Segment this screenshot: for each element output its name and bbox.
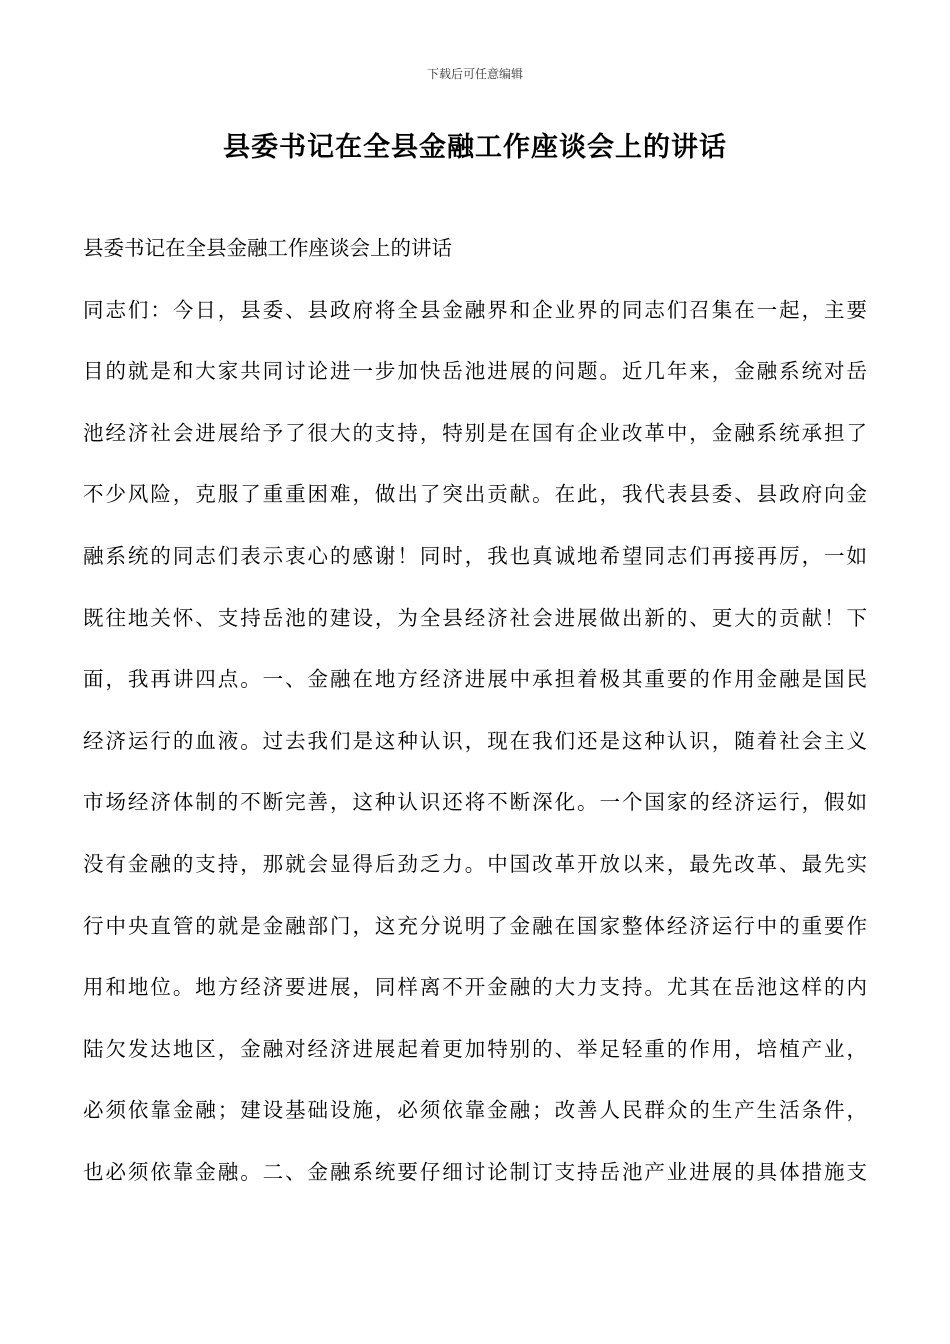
document-body bbox=[83, 218, 867, 1204]
body-line: 没有金融的支持，那就会显得后劲乏力。中国改革开放以来，最先改革、最先实 bbox=[83, 851, 867, 876]
body-line: 池经济社会进展给予了很大的支持，特别是在国有企业改革中，金融系统承担了 bbox=[83, 420, 867, 445]
body-line: 也必须依靠金融。二、金融系统要仔细讨论制订支持岳池产业进展的具体措施支 bbox=[83, 1159, 867, 1184]
body-line: 同志们：今日，县委、县政府将全县金融界和企业界的同志们召集在一起，主要 bbox=[83, 297, 867, 322]
body-line: 市场经济体制的不断完善，这种认识还将不断深化。一个国家的经济运行，假如 bbox=[83, 790, 867, 815]
body-line: 不少风险，克服了重重困难，做出了突出贡献。在此，我代表县委、县政府向金 bbox=[83, 482, 867, 507]
body-line: 陆欠发达地区，金融对经济进展起着更加特别的、举足轻重的作用，培植产业， bbox=[83, 1036, 867, 1061]
body-line: 融系统的同志们表示衷心的感谢！同时，我也真诚地希望同志们再接再厉，一如 bbox=[83, 543, 867, 568]
header-note: 下载后可任意编辑 bbox=[426, 67, 523, 81]
body-line: 经济运行的血液。过去我们是这种认识，现在我们还是这种认识，随着社会主义 bbox=[83, 728, 867, 753]
body-line: 既往地关怀、支持岳池的建设，为全县经济社会进展做出新的、更大的贡献！下 bbox=[83, 605, 867, 630]
body-line: 必须依靠金融；建设基础设施，必须依靠金融；改善人民群众的生产生活条件， bbox=[83, 1098, 867, 1123]
document-title: 县委书记在全县金融工作座谈会上的讲话 bbox=[223, 132, 727, 163]
document-subtitle: 县委书记在全县金融工作座谈会上的讲话 bbox=[83, 236, 452, 260]
body-line: 面，我再讲四点。一、金融在地方经济进展中承担着极其重要的作用金融是国民 bbox=[83, 667, 867, 692]
body-line: 目的就是和大家共同讨论进一步加快岳池进展的问题。近几年来，金融系统对岳 bbox=[83, 359, 867, 384]
body-line: 用和地位。地方经济要进展，同样离不开金融的大力支持。尤其在岳池这样的内 bbox=[83, 975, 867, 1000]
body-line: 行中央直管的就是金融部门，这充分说明了金融在国家整体经济运行中的重要作 bbox=[83, 913, 867, 938]
